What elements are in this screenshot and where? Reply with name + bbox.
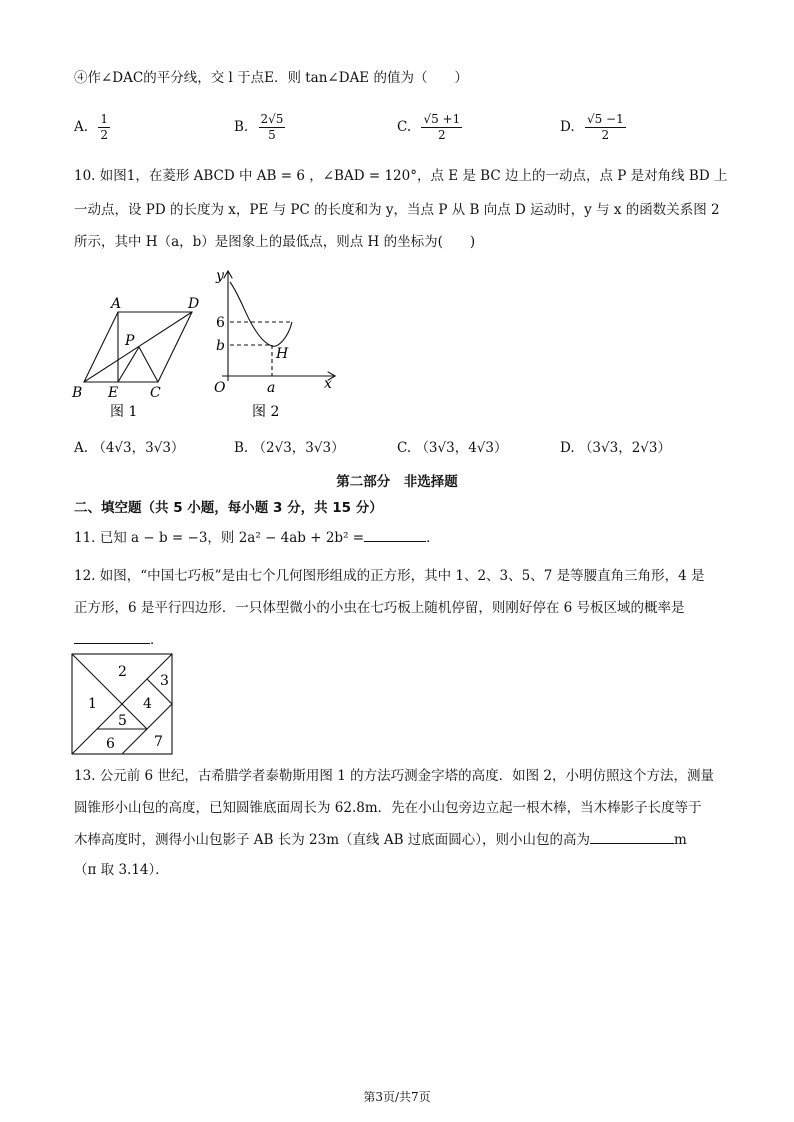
tangram-label-6: 6 <box>106 736 115 752</box>
q11-suffix: ． <box>426 530 440 546</box>
tangram-figure <box>70 652 174 756</box>
q10-line-1: 10. 如图1，在菱形 ABCD 中 AB = 6 ，∠BAD = 120°，点 E 是 BC 边上的一动点，点 P 是对角线 BD 上 <box>74 168 728 184</box>
q9-option-b-numerator: 2√5 <box>260 112 284 126</box>
q10-line-2: 一动点，设 PD 的长度为 x，PE 与 PC 的长度和为 y，当点 P 从 B 向点 D 运动时，y 与 x 的函数关系图 2 <box>74 202 720 218</box>
tangram-label-4: 4 <box>143 696 152 712</box>
q9-option-a-denominator: 2 <box>100 128 108 142</box>
label-y: y <box>216 268 224 284</box>
q12-line-3 <box>74 630 164 650</box>
label-a: A <box>111 296 122 312</box>
label-d: D <box>188 296 200 312</box>
q10-option-a-label: A. <box>74 440 89 456</box>
q9-option-d-fraction <box>585 112 626 143</box>
q10-option-a-text: （4√3，3√3） <box>92 440 185 456</box>
q9-option-b-label: B. <box>234 119 249 135</box>
part-2-title: 第二部分 非选择题 <box>336 474 458 490</box>
label-o: O <box>214 380 226 396</box>
q13-answer-blank[interactable] <box>590 843 674 844</box>
label-a-value: a <box>267 380 276 396</box>
q9-option-a <box>74 112 110 143</box>
q10-option-d-text: （3√3，2√3） <box>578 440 671 456</box>
q10-option-b <box>234 438 345 458</box>
q13-line-1: 13. 公元前 6 世纪，古希腊学者泰勒斯用图 1 的方法巧测金字塔的高度．如图 2，小明仿照这个方法，测量 <box>74 768 714 784</box>
label-e: E <box>108 385 119 401</box>
figure-2-caption: 图 2 <box>252 404 280 420</box>
tangram-label-7: 7 <box>154 734 163 750</box>
q9-option-c-label: C. <box>397 119 412 135</box>
q9-option-c <box>397 112 462 143</box>
q9-option-d-numerator: √5 −1 <box>586 112 624 126</box>
q13-line-4: （π 取 3.14）． <box>74 862 169 878</box>
q10-option-d-label: D. <box>560 440 575 456</box>
q13-unit: m <box>674 832 687 848</box>
q11 <box>74 528 440 548</box>
label-six: 6 <box>216 315 225 331</box>
figure-1-caption: 图 1 <box>110 404 138 420</box>
q10-option-b-text: （2√3，3√3） <box>252 440 345 456</box>
q9-option-a-fraction <box>98 112 110 143</box>
q10-option-c <box>397 438 508 458</box>
q9-option-b-fraction <box>259 112 286 143</box>
label-b: B <box>72 385 83 401</box>
q9-option-a-numerator: 1 <box>100 112 108 126</box>
q13-line-2: 圆锥形小山包的高度，已知圆锥底面周长为 62.8m．先在小山包旁边立起一根木棒，当木棒影子长度等于 <box>74 800 702 816</box>
segment-pe <box>118 347 139 382</box>
q9-option-b-denominator: 5 <box>268 128 276 142</box>
q12-answer-blank[interactable] <box>74 643 150 644</box>
diagonal-bd <box>84 312 192 382</box>
q13-line-3-text: 木棒高度时，测得小山包影子 AB 长为 23m（直线 AB 过底面圆心），则小山包的高为 <box>74 832 591 848</box>
tangram-label-5: 5 <box>118 713 127 729</box>
tangram-label-1: 1 <box>88 696 97 712</box>
q9-option-b <box>234 112 285 143</box>
tangram-line-1 <box>72 654 122 704</box>
q12-suffix: ． <box>150 632 164 648</box>
q12-line-1: 12. 如图，“中国七巧板”是由七个几何图形组成的正方形，其中 1、2、3、5、7 是等腰直角三角形，4 是 <box>74 568 705 584</box>
q9-statement: ④作∠DAC的平分线，交 l 于点E．则 tan∠DAE 的值为（ ） <box>74 70 468 86</box>
label-x: x <box>324 376 332 392</box>
q10-option-c-label: C. <box>397 440 412 456</box>
q10-option-d <box>560 438 671 458</box>
q9-option-c-fraction <box>421 112 462 143</box>
q10-option-a <box>74 438 184 458</box>
section-2-heading: 二、填空题（共 5 小题，每小题 3 分，共 15 分） <box>74 500 383 516</box>
q11-text: 11. 已知 a − b = −3，则 2a² − 4ab + 2b² = <box>74 530 365 546</box>
q10-line-3: 所示，其中 H（a，b）是图象上的最低点，则点 H 的坐标为( ) <box>74 234 476 250</box>
q10-option-c-text: （3√3，4√3） <box>415 440 508 456</box>
label-c: C <box>150 385 161 401</box>
q9-option-d-label: D. <box>560 119 575 135</box>
tangram-label-2: 2 <box>118 664 127 680</box>
q12-line-2: 正方形，6 是平行四边形．一只体型微小的小虫在七巧板上随机停留，则刚好停在 6 号板区域的概率是 <box>74 600 685 616</box>
q9-option-c-denominator: 2 <box>438 128 446 142</box>
q10-option-b-label: B. <box>234 440 249 456</box>
label-b-value: b <box>216 338 225 354</box>
q10-figure-2 <box>200 266 350 426</box>
q13-line-3 <box>74 830 687 850</box>
page-footer: 第3页/共7页 <box>363 1090 431 1104</box>
segment-pc <box>139 347 158 382</box>
q9-option-d <box>560 112 626 143</box>
q9-option-c-numerator: √5 +1 <box>423 112 461 126</box>
q9-option-a-label: A. <box>74 119 89 135</box>
q9-option-d-denominator: 2 <box>601 128 610 142</box>
tangram-label-3: 3 <box>160 673 169 689</box>
label-p: P <box>125 333 135 349</box>
q11-answer-blank[interactable] <box>364 541 426 542</box>
function-curve <box>230 282 292 346</box>
label-h: H <box>276 346 289 362</box>
q10-figure-1 <box>68 290 208 425</box>
